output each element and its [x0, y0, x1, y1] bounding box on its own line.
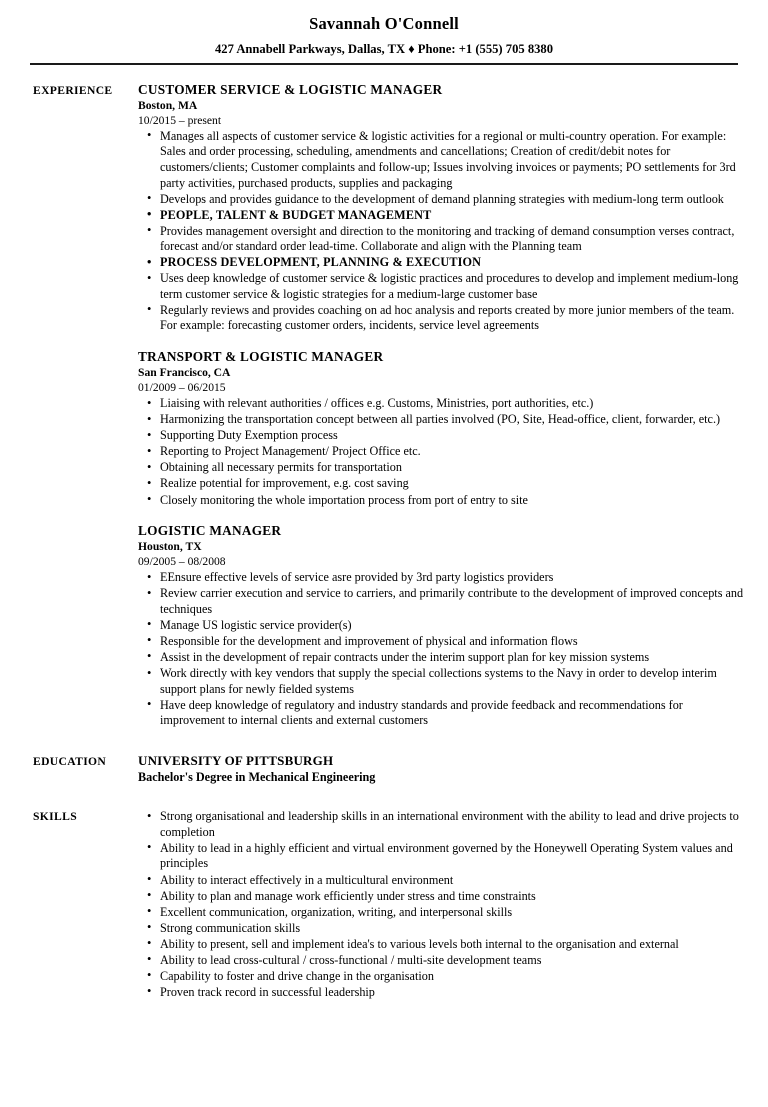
experience-body: [138, 82, 744, 729]
job-bullet: • Obtaining all necessary permits for transportation: [138, 460, 744, 476]
job-title: CUSTOMER SERVICE & LOGISTIC MANAGER: [138, 81, 443, 97]
skill-bullet: • Ability to plan and manage work efficiently under stress and time constraints: [138, 889, 744, 905]
job-bullet: • PEOPLE, TALENT & BUDGET MANAGEMENT: [138, 208, 744, 224]
education-section: [0, 753, 768, 786]
skill-bullet: • Capability to foster and drive change in the organisation: [138, 969, 744, 985]
job-bullet: • Regularly reviews and provides coaching on ad hoc analysis and reports created by more junior members of the team. For example: forecasting customer orders, incidents, service level agreements: [138, 303, 744, 334]
job-bullet: • Provides management oversight and direction to the monitoring and tracking of demand consumption verses contract, forecast and/or standard order lead-time. Collaborate and align with the Planning team: [138, 224, 744, 255]
job-location: Boston, MA: [138, 98, 198, 112]
job-bullet-list: [138, 570, 744, 728]
job-location: San Francisco, CA: [138, 366, 231, 380]
section-label-experience: EXPERIENCE: [33, 83, 113, 97]
section-label-skills: SKILLS: [33, 810, 77, 824]
job-bullet: • Closely monitoring the whole importation process from port of entry to site: [138, 493, 744, 509]
job-bullet-list: [138, 129, 744, 334]
job-bullet: • Responsible for the development and improvement of physical and information flows: [138, 634, 744, 650]
job-dates: 10/2015 – present: [138, 113, 222, 127]
skill-bullet: • Strong organisational and leadership skills in an international environment with the ability to lead and drive projects to completion: [138, 809, 744, 840]
experience-job-entry: [138, 82, 744, 334]
experience-job-entry: [138, 349, 744, 508]
skills-bullet-list: [138, 809, 744, 1000]
skills-section: [0, 808, 768, 1001]
job-bullet: • PROCESS DEVELOPMENT, PLANNING & EXECUTION: [138, 255, 744, 271]
job-bullet: • Realize potential for improvement, e.g. cost saving: [138, 476, 744, 492]
skill-bullet: • Ability to interact effectively in a multicultural environment: [138, 873, 744, 889]
job-bullet-list: [138, 396, 744, 508]
job-bullet: • EEnsure effective levels of service asre provided by 3rd party logistics providers: [138, 570, 744, 586]
job-bullet: • Manage US logistic service provider(s): [138, 618, 744, 634]
education-school-name: UNIVERSITY OF PITTSBURGH: [138, 753, 334, 769]
skills-body: [138, 808, 744, 1001]
experience-job-entry: [138, 523, 744, 729]
skill-bullet: • Excellent communication, organization, writing, and interpersonal skills: [138, 905, 744, 921]
job-bullet: • Develops and provides guidance to the development of demand planning strategies with medium-long term outlook: [138, 192, 744, 208]
education-body: [138, 753, 744, 786]
resume-header: [0, 0, 768, 57]
job-bullet: • Uses deep knowledge of customer service & logistic practices and procedures to develop and implement medium-long term customer service & logistic strategies for a medium-large customer base: [138, 271, 744, 302]
experience-section: [0, 82, 768, 729]
skill-bullet: • Ability to present, sell and implement idea's to various levels both internal to the organisation and external: [138, 937, 744, 953]
job-dates: 01/2009 – 06/2015: [138, 381, 226, 395]
job-bullet: • Manages all aspects of customer service & logistic activities for a regional or multi-country operation. For example: Sales and order processing, scheduling, amendments and cancellations; Creation of credit/debit notes for customers/clients; Customer complaints and follow-up; Issues involving invoices or payments; PO settlements for 3rd party activities, purchased products, supplies and packaging: [138, 129, 744, 191]
education-degree: Bachelor's Degree in Mechanical Engineering: [138, 770, 376, 785]
job-bullet: • Liaising with relevant authorities / offices e.g. Customs, Ministries, port authorities, etc.): [138, 396, 744, 412]
skill-bullet: • Strong communication skills: [138, 921, 744, 937]
section-label-education: EDUCATION: [33, 755, 107, 769]
candidate-contact-line: 427 Annabell Parkways, Dallas, TX ♦ Phone: +1 (555) 705 8380: [214, 41, 554, 56]
job-bullet: • Have deep knowledge of regulatory and industry standards and provide feedback and recommendations for improvement to internal clients and external customers: [138, 698, 744, 729]
job-bullet: • Work directly with key vendors that supply the special collections systems to the Navy in order to develop interim support plans for newly fielded systems: [138, 666, 744, 697]
job-location: Houston, TX: [138, 540, 202, 554]
job-dates: 09/2005 – 08/2008: [138, 555, 226, 569]
job-bullet: • Harmonizing the transportation concept between all parties involved (PO, Site, Head-office, client, forwarder, etc.): [138, 412, 744, 428]
candidate-name: Savannah O'Connell: [309, 14, 459, 33]
skill-bullet: • Ability to lead in a highly efficient and virtual environment governed by the Honeywell Operating System values and principles: [138, 841, 744, 872]
job-bullet: • Assist in the development of repair contracts under the interim support plan for key mission systems: [138, 650, 744, 666]
job-bullet: • Review carrier execution and service to carriers, and primarily contribute to the development of improved concepts and techniques: [138, 586, 744, 617]
job-bullet: • Supporting Duty Exemption process: [138, 428, 744, 444]
header-divider: [30, 63, 738, 65]
skill-bullet: • Proven track record in successful leadership: [138, 985, 744, 1001]
skill-bullet: • Ability to lead cross-cultural / cross-functional / multi-site development teams: [138, 953, 744, 969]
job-bullet: • Reporting to Project Management/ Project Office etc.: [138, 444, 744, 460]
job-title: TRANSPORT & LOGISTIC MANAGER: [138, 349, 384, 365]
job-title: LOGISTIC MANAGER: [138, 523, 282, 539]
